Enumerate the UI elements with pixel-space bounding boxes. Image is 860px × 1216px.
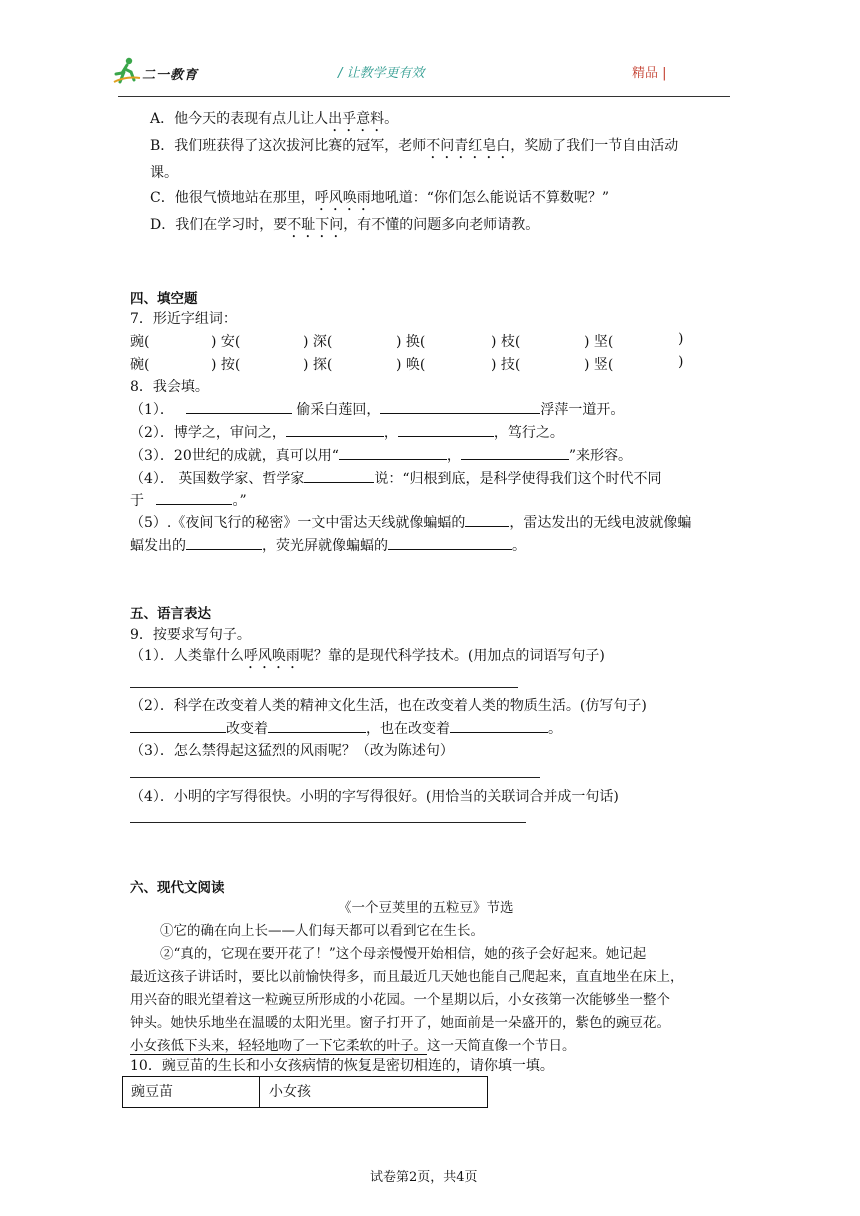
- q8-item-5: （5）.《夜间飞行的秘密》一文中雷达天线就像蝙蝠的 ，雷达发出的无线电波就像蝙: [130, 512, 691, 532]
- q8-item-3: （3）．20世纪的成就，真可以用“ ， ”来形容。: [130, 445, 632, 465]
- question-8: 8．我会填。: [130, 379, 209, 395]
- passage-paragraph-1: ①它的确在向上长——人们每天都可以看到它在生长。: [160, 923, 484, 939]
- logo-text: 二一教育: [142, 68, 199, 83]
- answer-blank[interactable]: [186, 535, 262, 550]
- passage-paragraph-2-line: 钟头。她快乐地坐在温暖的太阳光里。窗子打开了，她面前是一朵盛开的，紫色的豌豆花。: [130, 1015, 670, 1031]
- section-title: 六、现代文阅读: [130, 880, 225, 896]
- emphasis-phrase: 不问青红皂白: [426, 138, 511, 154]
- answer-blank[interactable]: [156, 490, 232, 505]
- option-c: C．他很气愤地站在那里，呼风唤雨地吼道：“你们怎么能说话不算数呢？”: [150, 190, 610, 206]
- answer-line[interactable]: [130, 777, 540, 778]
- answer-blank[interactable]: [461, 445, 569, 460]
- q8-item-1: （1）． 偷采白莲回， 浮萍一道开。: [130, 399, 624, 419]
- answer-blank[interactable]: [304, 468, 374, 483]
- header-slogan: / 让教学更有效: [338, 66, 425, 81]
- answer-blank[interactable]: [268, 718, 366, 733]
- q8-item-2: （2）．博学之，审问之， ， ，笃行之。: [130, 422, 564, 442]
- q9-item-2-fill: 改变着 ，也在改变着 。: [130, 718, 562, 738]
- table-divider: [259, 1077, 260, 1107]
- answer-blank[interactable]: [186, 399, 292, 414]
- logo: [112, 56, 242, 88]
- answer-blank[interactable]: [398, 422, 494, 437]
- passage-paragraph-2-line: 最近这孩子讲话时，要比以前愉快得多，而且最近几天她也能自己爬起来，直直地坐在床上，: [130, 969, 684, 985]
- option-d: D．我们在学习时，要不耻下问，有不懂的问题多向老师请教。: [150, 217, 540, 233]
- emphasis-phrase: 呼风唤雨: [243, 648, 300, 664]
- table-header-pea: 豌豆苗: [131, 1084, 173, 1100]
- answer-table: [122, 1076, 488, 1108]
- answer-line[interactable]: [130, 687, 518, 688]
- passage-paragraph-2-line: 用兴奋的眼光望着这一粒豌豆所形成的小花园。一个星期以后，小女孩第一次能够坐一整个: [130, 992, 670, 1008]
- section-title: 五、语言表达: [130, 606, 211, 622]
- page-footer: 试卷第2页，共4页: [370, 1170, 478, 1185]
- q8-item-4-continued: 于 。”: [130, 490, 247, 510]
- answer-blank[interactable]: [286, 422, 384, 437]
- header-divider: [118, 96, 730, 97]
- answer-blank[interactable]: [450, 718, 548, 733]
- runner-logo-icon: [112, 56, 142, 86]
- answer-blank[interactable]: [465, 512, 509, 527]
- underlined-sentence: 小女孩低下头来，轻轻地吻了一下它柔软的叶子。: [130, 1038, 427, 1054]
- table-header-girl: 小女孩: [269, 1084, 311, 1100]
- question-10: 10．豌豆苗的生长和小女孩病情的恢复是密切相连的，请你填一填。: [130, 1058, 554, 1074]
- emphasis-phrase: 呼风唤雨: [314, 190, 371, 206]
- section-title: 四、填空题: [130, 291, 198, 307]
- answer-line[interactable]: [130, 822, 526, 823]
- q9-item-4: （4）．小明的字写得很快。小明的字写得很好。(用恰当的关联词合并成一句话): [130, 789, 619, 805]
- passage-paragraph-2-line: ②“真的，它现在要开花了！”这个母亲慢慢开始相信，她的孩子会好起来。她记起: [160, 946, 647, 962]
- option-b: B．我们班获得了这次拔河比赛的冠军，老师不问青红皂白，奖励了我们一节自由活动: [150, 138, 679, 154]
- answer-blank[interactable]: [388, 535, 512, 550]
- q9-item-3: （3）．怎么禁得起这猛烈的风雨呢？（改为陈述句）: [130, 743, 454, 759]
- q8-item-5-continued: 蝠发出的 ，荧光屏就像蝙蝠的 。: [130, 535, 526, 555]
- passage-title: 《一个豆荚里的五粒豆》节选: [338, 900, 514, 916]
- q8-item-4: （4）． 英国数学家、哲学家 说：“归根到底，是科学使得我们这个时代不同: [130, 468, 662, 488]
- answer-blank[interactable]: [380, 399, 540, 414]
- question-9: 9．按要求写句子。: [130, 627, 251, 643]
- option-a: A．他今天的表现有点儿让人出乎意料。: [150, 111, 399, 127]
- header-premium: 精品 |: [632, 66, 667, 81]
- option-b-continued: 课。: [150, 165, 178, 181]
- emphasis-phrase: 出乎意料: [328, 111, 385, 127]
- emphasis-phrase: 不耻下问: [287, 217, 344, 233]
- answer-blank[interactable]: [130, 718, 226, 733]
- passage-paragraph-2-line: 小女孩低下头来，轻轻地吻了一下它柔软的叶子。这一天简直像一个节日。: [130, 1038, 576, 1054]
- answer-blank[interactable]: [339, 445, 447, 460]
- q9-item-1: （1）．人类靠什么呼风唤雨呢？靠的是现代科学技术。(用加点的词语写句子): [130, 648, 605, 664]
- question-7: 7．形近字组词：: [130, 311, 237, 327]
- q9-item-2: （2）．科学在改变着人类的精神文化生活，也在改变着人类的物质生活。(仿写句子): [130, 698, 647, 714]
